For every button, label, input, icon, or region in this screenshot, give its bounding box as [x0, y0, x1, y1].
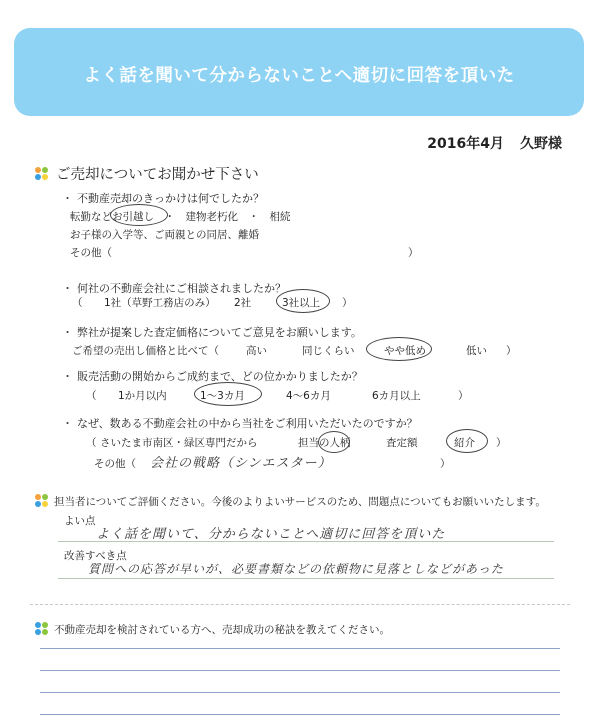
banner-title: よく話を聞いて分からないことへ適切に回答を頂いた: [83, 66, 515, 86]
q3-question: ・ 弊社が提案した査定価格についてご意見をお願いします。: [62, 326, 362, 339]
good-points-label: よい点: [64, 515, 96, 527]
good-points-answer: よく話を聞いて、分からないことへ適切に回答を頂いた: [96, 527, 446, 542]
q5-option-3: 査定額: [386, 437, 418, 449]
writing-line: [40, 714, 560, 715]
hand-circle-mark: [366, 337, 432, 361]
section-title-advice: 不動産売却を検討されている方へ、売却成功の秘訣を教えてください。: [54, 624, 390, 636]
q5-close: ）: [496, 437, 507, 449]
hand-circle-mark: [110, 204, 168, 226]
q1-other-label: その他（: [70, 247, 112, 259]
section-title-sale: ご売却についてお聞かせ下さい: [56, 167, 259, 183]
hand-circle-mark: [276, 289, 330, 313]
q2-option-1: 1社（草野工務店のみ）: [104, 297, 216, 309]
flower-bullet-icon: [35, 622, 49, 636]
q2-option-3: 3社以上: [282, 297, 321, 309]
q4-open: （: [86, 390, 97, 402]
q3-lead: ご希望の売出し価格と比べて（: [72, 345, 219, 357]
answer-line: [58, 578, 554, 579]
improve-points-label: 改善すべき点: [64, 550, 127, 562]
q1-question: ・ 不動産売却のきっかけは何でしたか？: [62, 192, 264, 205]
q5-question: ・ なぜ、数ある不動産会社の中から当社をご利用いただいたのですか？: [62, 417, 418, 430]
writing-line: [40, 648, 560, 649]
q1-options-line2: お子様の入学等、ご両親との同居、離婚: [70, 229, 259, 241]
improve-points-answer: 質問への応答が早いが、必要書類などの依頼物に見落としなどがあった: [88, 562, 504, 576]
q4-option-1: 1か月以内: [118, 390, 167, 402]
q2-question: ・ 何社の不動産会社にご相談されましたか？: [62, 282, 286, 295]
hand-circle-mark: [318, 431, 350, 453]
writing-line: [40, 670, 560, 671]
q5-open: （: [86, 437, 97, 449]
q5-other-answer: 会社の戦略（シンエスター）: [150, 456, 332, 471]
q1-options-line1: 転勤などお引越し ・ 建物老朽化 ・ 相続: [70, 211, 291, 223]
section-divider: [30, 604, 570, 605]
q4-option-4: 6カ月以上: [372, 390, 421, 402]
q3-option-1: 高い: [246, 345, 267, 357]
date-customer-line: [427, 133, 562, 153]
flower-bullet-icon: [35, 494, 49, 508]
q2-option-2: 2社: [234, 297, 252, 309]
q4-option-2: 1～3カ月: [200, 390, 245, 402]
q4-close: ）: [458, 390, 469, 402]
q2-close: ）: [342, 297, 353, 309]
q5-other-label: その他（: [94, 458, 136, 470]
q3-option-2: 同じくらい: [302, 345, 355, 357]
q5-option-2: 担当の人柄: [298, 437, 351, 449]
title-banner: [14, 28, 584, 116]
hand-circle-mark: [194, 382, 262, 406]
hand-circle-mark: [446, 429, 488, 453]
q1-other-close: ）: [408, 247, 419, 259]
writing-line: [40, 692, 560, 693]
customer-name: 久野様: [520, 136, 562, 152]
q2-open: （: [72, 297, 83, 309]
q4-question: ・ 販売活動の開始からご成約まで、どの位かかりましたか？: [62, 370, 363, 383]
q3-option-3: やや低め: [384, 345, 426, 357]
flower-bullet-icon: [35, 167, 49, 181]
answer-line: [58, 541, 554, 542]
q3-close: ）: [506, 345, 517, 357]
q5-other-close: ）: [440, 458, 451, 470]
q3-option-4: 低い: [466, 345, 487, 357]
q4-option-3: 4～6カ月: [286, 390, 331, 402]
q5-option-4: 紹介: [454, 437, 475, 449]
survey-date: 2016年4月: [427, 136, 504, 152]
q5-option-1: さいたま市南区・緑区専門だから: [100, 437, 258, 449]
section-title-evaluation: 担当者についてご評価ください。今後のよりよいサービスのため、問題点についてもお願いいたします。: [54, 496, 546, 508]
